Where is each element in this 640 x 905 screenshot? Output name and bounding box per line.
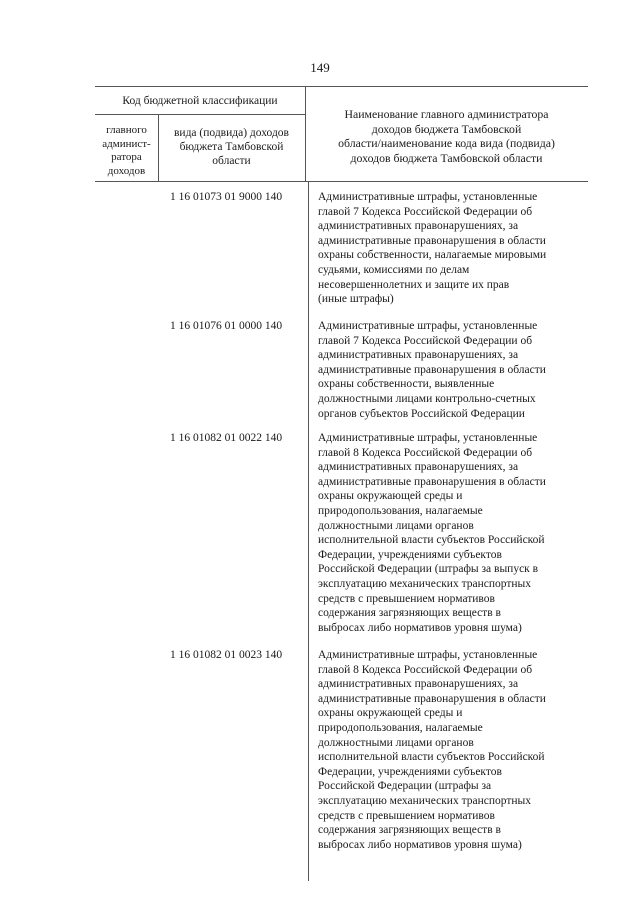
description-line: средств с превышением нормативов xyxy=(318,592,495,605)
header-col-name xyxy=(305,107,588,165)
header-col-code-line: вида (подвида) доходов xyxy=(174,127,289,139)
header-bottom-border xyxy=(95,181,588,182)
description-line: главой 7 Кодекса Российской Федерации об xyxy=(318,205,533,218)
row-code: 1 16 01082 01 0023 140 xyxy=(170,649,283,661)
header-col-name-line: области/наименование кода вида (подвида) xyxy=(338,136,555,150)
description-line: Административные штрафы, установленные xyxy=(318,320,538,332)
description-line: административные правонарушения в области xyxy=(318,692,546,705)
description-line: Федерации, учреждениями субъектов xyxy=(318,548,502,561)
row-code: 1 16 01073 01 9000 140 xyxy=(170,191,283,203)
row-description xyxy=(318,431,588,635)
description-line: Административные штрафы, установленные xyxy=(318,191,538,203)
description-line: административных правонарушениях, за xyxy=(318,349,519,362)
description-line: содержания загрязняющих веществ в xyxy=(318,824,501,837)
description-line: эксплуатацию механических транспортных xyxy=(318,577,532,590)
header-col-admin-line: админист- xyxy=(102,137,151,150)
description-line: административные правонарушения в области xyxy=(318,363,546,376)
description-line: охраны окружающей среды и xyxy=(318,490,463,503)
description-line: эксплуатацию механических транспортных xyxy=(318,794,532,807)
description-line: административных правонарушениях, за xyxy=(318,678,519,691)
page-number: 149 xyxy=(310,60,330,75)
description-line: исполнительной власти субъектов Российской xyxy=(318,534,545,547)
description-line: Российской Федерации (штрафы за xyxy=(318,780,492,793)
description-line: природопользования, налагаемые xyxy=(318,504,483,517)
header-col-admin-line: ратора xyxy=(111,151,142,163)
row-code: 1 16 01076 01 0000 140 xyxy=(170,320,283,332)
row-code: 1 16 01082 01 0022 140 xyxy=(170,432,283,444)
description-line: административные правонарушения в области xyxy=(318,475,546,488)
header-group-divider xyxy=(95,114,305,115)
description-line: средств с превышением нормативов xyxy=(318,809,495,822)
description-line: административные правонарушения в области xyxy=(318,234,546,247)
description-line: природопользования, налагаемые xyxy=(318,721,483,734)
description-line: главой 8 Кодекса Российской Федерации об xyxy=(318,663,533,676)
description-line: выбросах либо нормативов уровня шума) xyxy=(318,838,522,851)
description-line: выбросах либо нормативов уровня шума) xyxy=(318,621,522,634)
column-divider-name xyxy=(308,181,309,881)
description-line: (иные штрафы) xyxy=(318,293,394,306)
header-col-name-line: Наименование главного администратора xyxy=(344,107,549,121)
header-col-admin xyxy=(95,124,158,178)
header-col-code-line: области xyxy=(212,155,251,167)
description-line: содержания загрязняющих веществ в xyxy=(318,607,501,620)
header-col-code xyxy=(158,126,305,168)
description-line: административных правонарушениях, за xyxy=(318,461,519,474)
description-line: Административные штрафы, установленные xyxy=(318,432,538,444)
description-line: исполнительной власти субъектов Российской xyxy=(318,751,545,764)
row-description xyxy=(318,190,588,307)
description-line: главой 7 Кодекса Российской Федерации об xyxy=(318,334,533,347)
description-line: Административные штрафы, установленные xyxy=(318,649,538,661)
description-line: должностными лицами органов xyxy=(318,736,474,749)
description-line: несовершеннолетних и защите их прав xyxy=(318,278,510,291)
header-col-admin-line: главного xyxy=(106,124,147,136)
header-col-code-line: бюджета Тамбовской xyxy=(179,141,284,153)
row-description xyxy=(318,319,588,421)
description-line: органов субъектов Российской Федерации xyxy=(318,407,525,420)
description-line: административных правонарушениях, за xyxy=(318,220,519,233)
description-line: охраны окружающей среды и xyxy=(318,707,463,720)
description-line: судьями, комиссиями по делам xyxy=(318,263,470,276)
description-line: должностными лицами контрольно-счетных xyxy=(318,392,536,405)
description-line: главой 8 Кодекса Российской Федерации об xyxy=(318,446,533,459)
header-col-name-line: доходов бюджета Тамбовской области xyxy=(350,150,543,165)
description-line: должностными лицами органов xyxy=(318,519,474,532)
header-col-admin-line: доходов xyxy=(107,164,146,177)
header-col-name-line: доходов бюджета Тамбовской xyxy=(371,121,522,136)
description-line: Федерации, учреждениями субъектов xyxy=(318,765,502,778)
header-group-title: Код бюджетной классификации xyxy=(122,95,278,107)
description-line: охраны собственности, выявленные xyxy=(318,378,495,391)
table-top-border xyxy=(95,86,588,87)
description-line: Российской Федерации (штрафы за выпуск в xyxy=(318,563,539,576)
row-description xyxy=(318,648,588,852)
description-line: охраны собственности, налагаемые мировыми xyxy=(318,249,547,262)
